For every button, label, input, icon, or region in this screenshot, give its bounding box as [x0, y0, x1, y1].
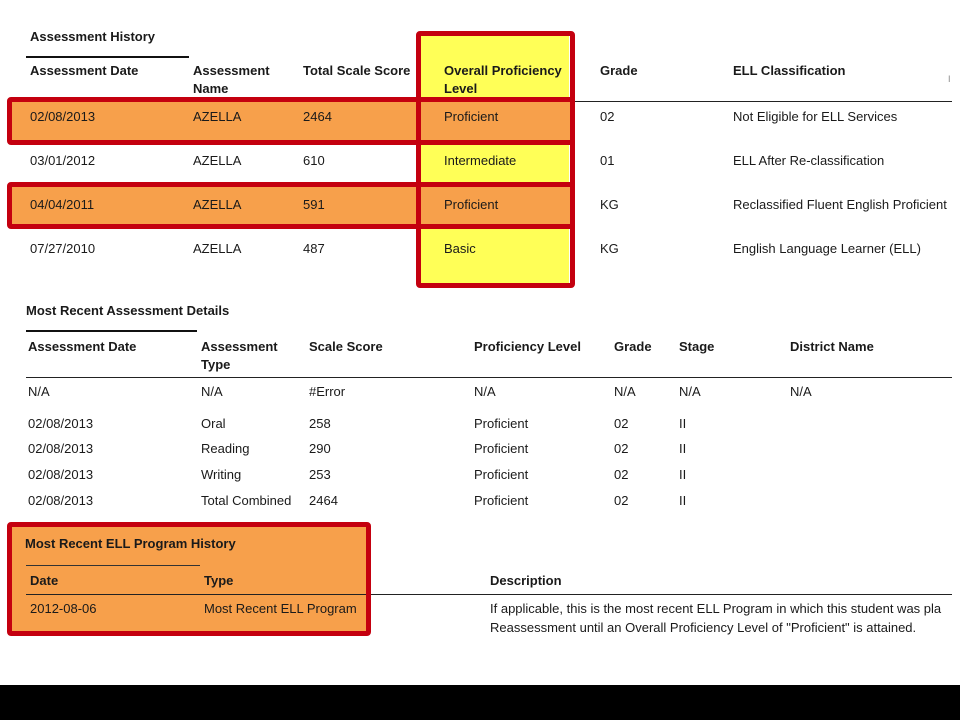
cell-description-line2: Reassessment until an Overall Proficiency Level of "Proficient" is attained. [490, 620, 917, 635]
col-assessment-type: Assessment Type [201, 339, 278, 372]
col-grade: Grade [600, 63, 638, 78]
cell-name: AZELLA [193, 197, 242, 212]
cell-stage: N/A [679, 384, 701, 399]
cell-type: Most Recent ELL Program [204, 601, 357, 616]
assessment-history-title: Assessment History [30, 29, 155, 44]
title-underline [26, 330, 197, 332]
cell-score: 2464 [303, 109, 332, 124]
cell-date: 02/08/2013 [28, 441, 94, 456]
cell-proficiency: N/A [474, 384, 496, 399]
cell-score: 258 [309, 416, 331, 431]
cell-ell: English Language Learner (ELL) [733, 241, 921, 256]
cell-type: N/A [201, 384, 223, 399]
cell-score: #Error [309, 384, 346, 399]
col-stage: Stage [679, 339, 715, 354]
cell-ell: Not Eligible for ELL Services [733, 109, 898, 124]
recent-details-title: Most Recent Assessment Details [26, 303, 230, 318]
cell-stage: II [679, 441, 687, 456]
bottom-bar [0, 685, 960, 720]
col-scale-score: Scale Score [309, 339, 383, 354]
cell-date: 02/08/2013 [28, 493, 94, 508]
cell-proficiency: Basic [444, 241, 476, 256]
col-district-name: District Name [790, 339, 874, 354]
cell-stage: II [679, 416, 687, 431]
col-assessment-date: Assessment Date [30, 63, 139, 78]
cell-name: AZELLA [193, 109, 242, 124]
cell-type: Oral [201, 416, 226, 431]
header-rule [26, 377, 952, 378]
ell-history-title: Most Recent ELL Program History [25, 536, 236, 551]
row-border-2011 [7, 182, 575, 229]
cell-date: N/A [28, 384, 50, 399]
cell-date: 02/08/2013 [28, 467, 94, 482]
cell-score: 2464 [309, 493, 338, 508]
cell-proficiency: Proficient [474, 441, 529, 456]
cell-score: 290 [309, 441, 331, 456]
cell-grade: KG [600, 197, 619, 212]
cell-stage: II [679, 493, 687, 508]
cell-date: 07/27/2010 [30, 241, 96, 256]
cell-name: AZELLA [193, 241, 242, 256]
cell-grade: 01 [600, 153, 615, 168]
cell-date: 03/01/2012 [30, 153, 96, 168]
cell-grade: 02 [614, 493, 629, 508]
cell-date: 02/08/2013 [28, 416, 94, 431]
col-ell-classification: ELL Classification [733, 63, 846, 78]
cell-date: 02/08/2013 [30, 109, 96, 124]
cell-proficiency: Proficient [474, 467, 529, 482]
cell-stage: II [679, 467, 687, 482]
col-total-scale-score: Total Scale Score [303, 63, 411, 78]
cell-proficiency: Proficient [474, 416, 529, 431]
cell-proficiency: Proficient [474, 493, 529, 508]
cell-score: 591 [303, 197, 325, 212]
cell-district: N/A [790, 384, 812, 399]
col-date: Date [30, 573, 59, 588]
col-grade: Grade [614, 339, 652, 354]
ell-program-border [7, 522, 371, 636]
cell-grade: 02 [614, 441, 629, 456]
cell-type: Total Combined [201, 493, 292, 508]
cell-proficiency: Intermediate [444, 153, 517, 168]
cell-proficiency: Proficient [444, 197, 499, 212]
cell-date: 04/04/2011 [30, 197, 95, 212]
cell-score: 610 [303, 153, 325, 168]
title-underline [26, 56, 189, 58]
cell-grade: 02 [614, 467, 629, 482]
cell-grade: 02 [614, 416, 629, 431]
scroll-hint-mark: I [948, 74, 951, 84]
cell-proficiency: Proficient [444, 109, 499, 124]
cell-score: 487 [303, 241, 325, 256]
cell-description-line1: If applicable, this is the most recent ELL Program in which this student was pla [490, 601, 942, 616]
cell-date: 2012-08-06 [30, 601, 97, 616]
col-overall-proficiency: Overall Proficiency Level [444, 63, 562, 96]
cell-grade: KG [600, 241, 619, 256]
cell-ell: Reclassified Fluent English Proficient [733, 197, 947, 212]
col-proficiency-level: Proficiency Level [474, 339, 581, 354]
cell-ell: ELL After Re-classification [733, 153, 885, 168]
cell-type: Reading [201, 441, 250, 456]
col-assessment-date: Assessment Date [28, 339, 137, 354]
col-type: Type [204, 573, 234, 588]
col-assessment-name: Assessment Name [193, 63, 270, 96]
cell-grade: N/A [614, 384, 636, 399]
proficiency-column-border [416, 31, 575, 288]
row-border-2013 [7, 97, 575, 145]
cell-grade: 02 [600, 109, 615, 124]
col-description: Description [490, 573, 562, 588]
cell-name: AZELLA [193, 153, 242, 168]
cell-score: 253 [309, 467, 331, 482]
cell-type: Writing [201, 467, 242, 482]
